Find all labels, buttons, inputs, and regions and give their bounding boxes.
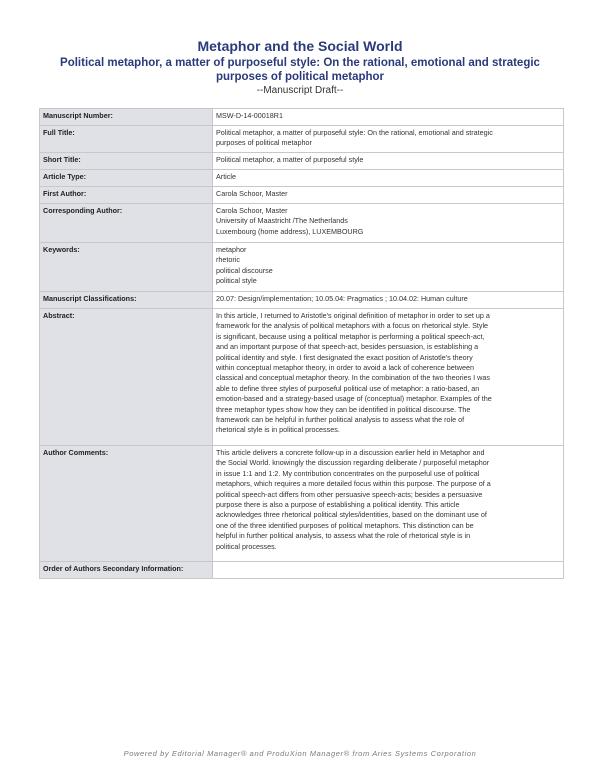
keyword: metaphor [216,245,247,254]
corresponding-author-line: Carola Schoor, Master [216,206,288,215]
abstract-line: and an important purpose of that speech-act, besides persuasion, is establishing a [216,342,479,352]
keyword: political style [216,276,257,286]
label-order-of-authors: Order of Authors Secondary Information: [40,562,213,579]
row-order-of-authors [40,562,564,579]
footer-powered-by: Powered by Editorial Manager® and ProduXion Manager® from Aries Systems Corporation [123,749,477,758]
abstract-line: framework can be helpful in further political analysis to assess what the role of [216,415,465,425]
label-keywords: Keywords: [40,243,213,292]
row-keywords [40,243,564,292]
row-classifications [40,292,564,309]
value-author-comments [213,446,564,562]
abstract-line: able to define three styles of purposeful political use of metaphor: a ratio-based, an [216,383,480,393]
label-abstract: Abstract: [40,309,213,446]
abstract-line: is significant, because using a political metaphor is performing a political speech-act, [216,331,485,341]
value-manuscript-number: MSW-D-14-00018R1 [213,109,564,126]
value-short-title: Political metaphor, a matter of purposeful style [213,153,564,170]
abstract-line: within conceptual metaphor theory, in order to avoid a lack of coherence between [216,363,474,373]
author-comments-line: metaphors, which requires a more detailed focus within this purpose. The purpose of a [216,479,491,489]
journal-title: Metaphor and the Social World [197,38,403,54]
keyword: political discourse [216,265,273,275]
abstract-line: three metaphor types show how they can be identified in political discourse. The [216,404,471,414]
label-manuscript-number: Manuscript Number: [40,109,213,126]
author-comments-line: political speech-act differs from other persuasive speech-acts; besides a persuasive [216,489,483,499]
article-title-line-1: Political metaphor, a matter of purposeful style: On the rational, emotional and strategic [60,57,540,69]
author-comments-line: in issue 1:1 and 1:2. My contribution concentrates on the purposeful use of political [216,468,480,478]
value-keywords [213,243,564,292]
label-author-comments: Author Comments: [40,446,213,562]
row-manuscript-number [40,109,564,126]
label-full-title: Full Title: [40,126,213,153]
corresponding-author-line: Luxembourg (home address), LUXEMBOURG [216,226,364,236]
row-short-title [40,153,564,170]
keyword: rhetoric [216,255,240,265]
label-first-author: First Author: [40,187,213,204]
row-abstract [40,309,564,446]
author-comments-line: one of the three identified purposes of political metaphors. This distinction can be [216,520,474,530]
article-title-line-2: purposes of political metaphor [215,71,385,83]
manuscript-draft-label: --Manuscript Draft-- [256,85,344,96]
abstract-line: rhetorical style is in political processes. [216,425,340,435]
abstract-line: classical and conceptual metaphor theory. In the combination of the two theories I was [216,373,490,383]
value-classifications: 20.07: Design/implementation; 10.05.04: Pragmatics ; 10.04.02: Human culture [213,292,564,309]
full-title-line: purposes of political metaphor [216,138,312,148]
corresponding-author-line: University of Maastricht /The Netherlands [216,216,348,226]
value-article-type: Article [213,170,564,187]
abstract-line: emotion-based and a strategy-based usage of (conceptual) metaphor. Examples of the [216,394,492,404]
value-first-author: Carola Schoor, Master [213,187,564,204]
author-comments-line: helpful in further political analysis, to assess what the role of rhetorical style is in [216,531,471,541]
value-order-of-authors [213,562,564,579]
author-comments-line: acknowledges three rhetorical political styles/identities, based on the dominant use of [216,510,487,520]
manuscript-metadata-table [39,108,564,579]
author-comments-line: purpose there is also a purpose of establishing a political identity. This article [216,500,460,510]
abstract-line: framework for the analysis of political metaphors with a focus on rhetorical style. Style [216,321,489,331]
abstract-line: political identity and style. I first designated the exact position of Aristotle's theory [216,352,473,362]
author-comments-line: This article delivers a concrete follow-up in a discussion earlier held in Metaphor and [216,448,485,457]
author-comments-line: the Social World. knowingly the discussion regarding deliberate / purposeful metaphor [216,458,490,468]
row-first-author [40,187,564,204]
value-abstract [213,309,564,446]
author-comments-line: political processes. [216,541,277,551]
label-short-title: Short Title: [40,153,213,170]
row-article-type [40,170,564,187]
value-full-title [213,126,564,153]
label-classifications: Manuscript Classifications: [40,292,213,309]
row-full-title [40,126,564,153]
row-corresponding-author [40,204,564,243]
label-corresponding-author: Corresponding Author: [40,204,213,243]
value-corresponding-author [213,204,564,243]
abstract-line: In this article, I returned to Aristotle's original definition of metaphor in order to set up a [216,311,490,320]
row-author-comments [40,446,564,562]
label-article-type: Article Type: [40,170,213,187]
full-title-line: Political metaphor, a matter of purposeful style: On the rational, emotional and strategic [216,128,493,137]
